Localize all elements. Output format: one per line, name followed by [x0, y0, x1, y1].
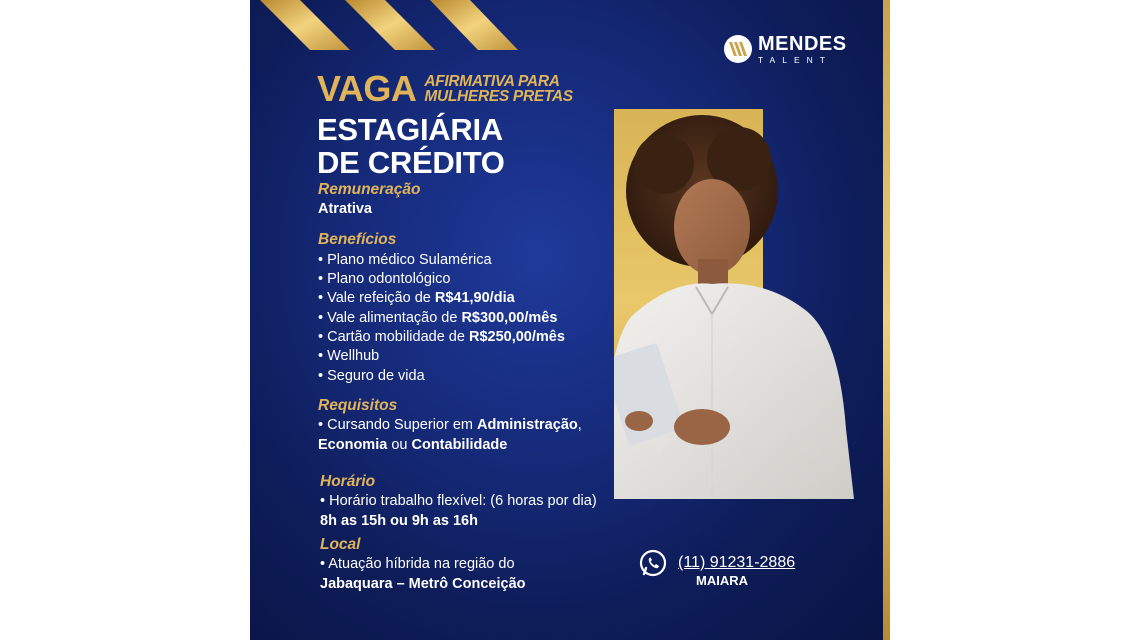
vaga-subtitle — [424, 74, 573, 104]
gold-stripes-decoration — [250, 0, 530, 52]
horario-line-2: 8h as 15h ou 9h as 16h — [320, 513, 478, 529]
job-title-line-2: DE CRÉDITO — [317, 145, 505, 180]
beneficio-item: • Vale alimentação de R$300,00/mês — [318, 310, 558, 326]
job-title — [317, 113, 505, 179]
whatsapp-icon[interactable] — [638, 548, 668, 578]
gold-edge-bar — [883, 0, 890, 640]
requisitos-line-2: Economia ou Contabilidade — [318, 437, 508, 453]
beneficio-item: • Plano odontológico — [318, 271, 451, 287]
beneficio-item: • Plano médico Sulamérica — [318, 252, 492, 268]
vaga-subtitle-line-2: MULHERES PRETAS — [424, 88, 573, 105]
brand-logo — [724, 34, 847, 65]
logo-badge-icon — [724, 35, 752, 63]
vaga-subtitle-line-1: AFIRMATIVA PARA — [424, 73, 560, 90]
vaga-heading — [317, 68, 573, 110]
local-line-2: Jabaquara – Metrô Conceição — [320, 576, 526, 592]
requisitos-line-1: • Cursando Superior em Administração, — [318, 417, 582, 433]
beneficio-item: • Wellhub — [318, 348, 380, 364]
remuneracao-value: Atrativa — [318, 201, 372, 217]
brand-subtitle: TALENT — [758, 55, 832, 65]
beneficio-item: • Seguro de vida — [318, 368, 425, 384]
local-heading: Local — [320, 536, 361, 553]
brand-name: MENDES — [758, 33, 847, 55]
job-title-line-1: ESTAGIÁRIA — [317, 112, 503, 147]
remuneracao-heading: Remuneração — [318, 181, 421, 198]
horario-heading: Horário — [320, 473, 376, 490]
contact-name: MAIARA — [696, 573, 748, 588]
beneficios-heading: Benefícios — [318, 231, 397, 248]
job-poster — [250, 0, 890, 640]
requisitos-heading: Requisitos — [318, 397, 398, 414]
candidate-photo — [614, 109, 854, 499]
beneficio-item: • Vale refeição de R$41,90/dia — [318, 290, 515, 306]
vaga-label: VAGA — [317, 68, 417, 109]
beneficio-item: • Cartão mobilidade de R$250,00/mês — [318, 329, 565, 345]
horario-line-1: • Horário trabalho flexível: (6 horas por dia) — [320, 493, 597, 509]
phone-link[interactable]: (11) 91231-2886 — [678, 554, 796, 571]
local-line-1: • Atuação híbrida na região do — [320, 556, 515, 572]
